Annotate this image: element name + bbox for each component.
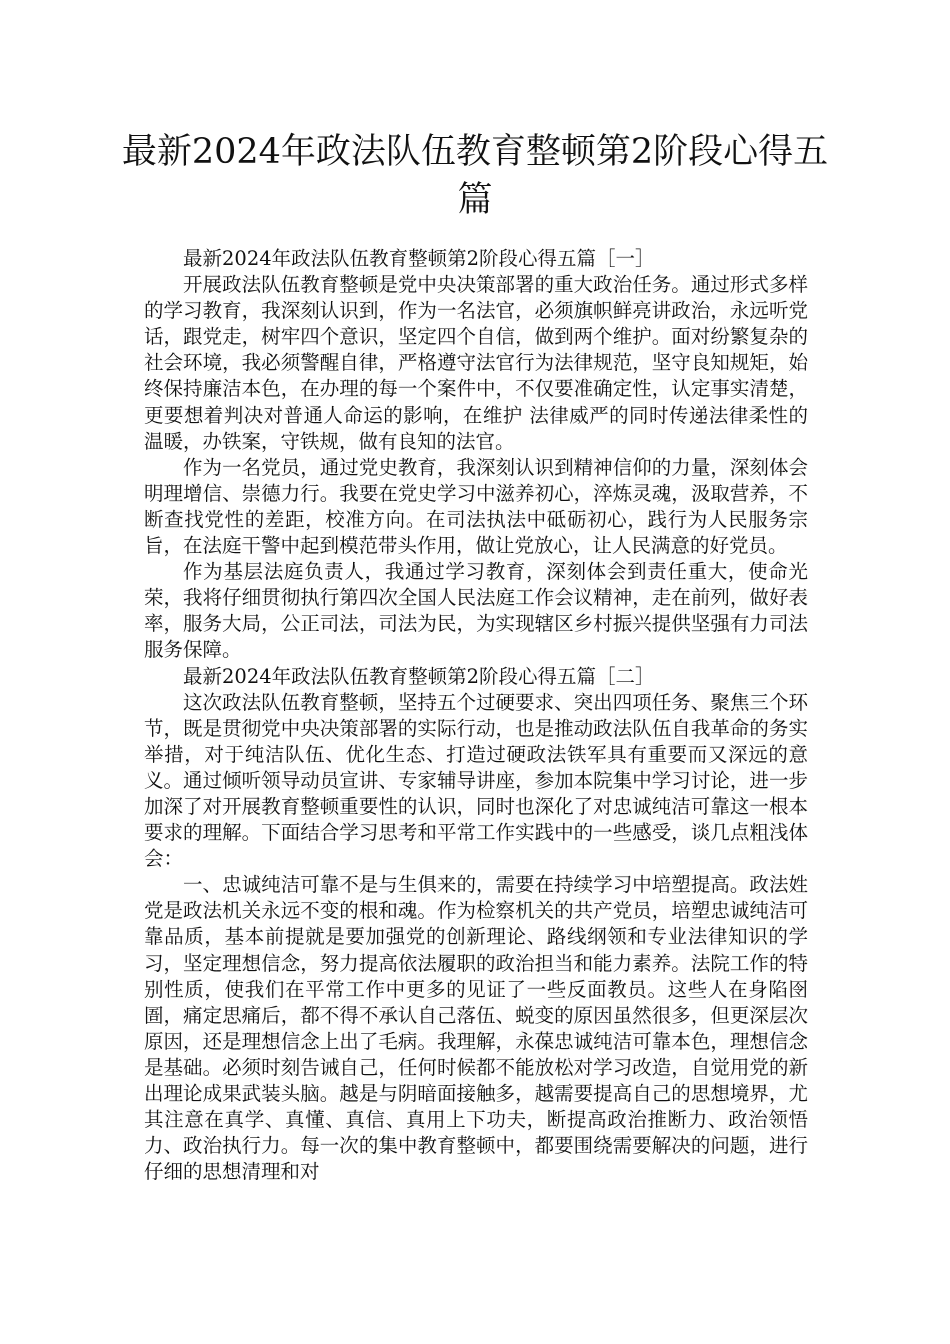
document-body — [144, 246, 808, 1185]
paragraph: 作为一名党员，通过党史教育，我深刻认识到精神信仰的力量，深刻体会明理增信、崇德力行。我要在党史学习中滋养初心，淬炼灵魂，汲取营养，不断查找党性的差距，校准方向。在司法执法中砥砺初心，践行为人民服务宗旨，在法庭干警中起到模范带头作用，做让党放心，让人民满意的好党员。 — [144, 455, 808, 558]
section-heading-2: 最新2024年政法队伍教育整顿第2阶段心得五篇［二］ — [183, 664, 655, 688]
paragraph: 开展政法队伍教育整顿是党中央决策部署的重大政治任务。通过形式多样的学习教育，我深刻认识到，作为一名法官，必须旗帜鲜亮讲政治，永远听党话，跟党走，树牢四个意识，坚定四个自信，做到两个维护。面对纷繁复杂的社会环境，我必须警醒自律，严格遵守法官行为法律规范，坚守良知规矩，始终保持廉洁本色，在办理的每一个案件中，不仅要准确定性，认定事实清楚，更要想着判决对普通人命运的影响，在维护 法律威严的同时传递法律柔性的温暖，办铁案，守铁规，做有良知的法官。 — [144, 273, 808, 453]
paragraph: 这次政法队伍教育整顿，坚持五个过硬要求、突出四项任务、聚焦三个环节，既是贯彻党中央决策部署的实际行动，也是推动政法队伍自我革命的务实举措，对于纯洁队伍、优化生态、打造过硬政法铁军具有重要而又深远的意义。通过倾听领导动员宣讲、专家辅导讲座，参加本院集中学习讨论，进一步加深了对开展教育整顿重要性的认识，同时也深化了对忠诚纯洁可靠这一根本要求的理解。下面结合学习思考和平常工作实践中的一些感受，谈几点粗浅体会： — [144, 690, 808, 871]
section-heading-1: 最新2024年政法队伍教育整顿第2阶段心得五篇［一］ — [183, 247, 655, 270]
document-title: 最新2024年政法队伍教育整顿第2阶段心得五篇 — [121, 132, 829, 220]
paragraph: 作为基层法庭负责人，我通过学习教育，深刻体会到责任重大，使命光荣，我将仔细贯彻执行第四次全国人民法庭工作会议精神，走在前列，做好表率，服务大局，公正司法，司法为民，为实现辖区乡村振兴提供坚强有力司法服务保障。 — [144, 560, 808, 662]
paragraph: 一、忠诚纯洁可靠不是与生俱来的，需要在持续学习中培塑提高。政法姓党是政法机关永远不变的根和魂。作为检察机关的共产党员，培塑忠诚纯洁可靠品质，基本前提就是要加强党的创新理论、路线纲领和专业法律知识的学习，坚定理想信念，努力提高依法履职的政治担当和能力素养。法院工作的特别性质，使我们在平常工作中更多的见证了一些反面教员。这些人在身陷囹圄，痛定思痛后，都不得不承认自己落伍、蜕变的原因虽然很多，但更深层次原因，还是理想信念上出了毛病。我理解，永葆忠诚纯洁可靠本色，理想信念是基础。必须时刻告诫自己，任何时候都不能放松对学习改造，自觉用党的新出理论成果武装头脑。越是与阴暗面接触多，越需要提高自己的思想境界，尤其注意在真学、真懂、真信、真用上下功夫，断提高政治推断力、政治领悟力、政治执行力。每一次的集中教育整顿中，都要围绕需要解决的问题，进行仔细的思想清理和对 — [144, 873, 808, 1184]
